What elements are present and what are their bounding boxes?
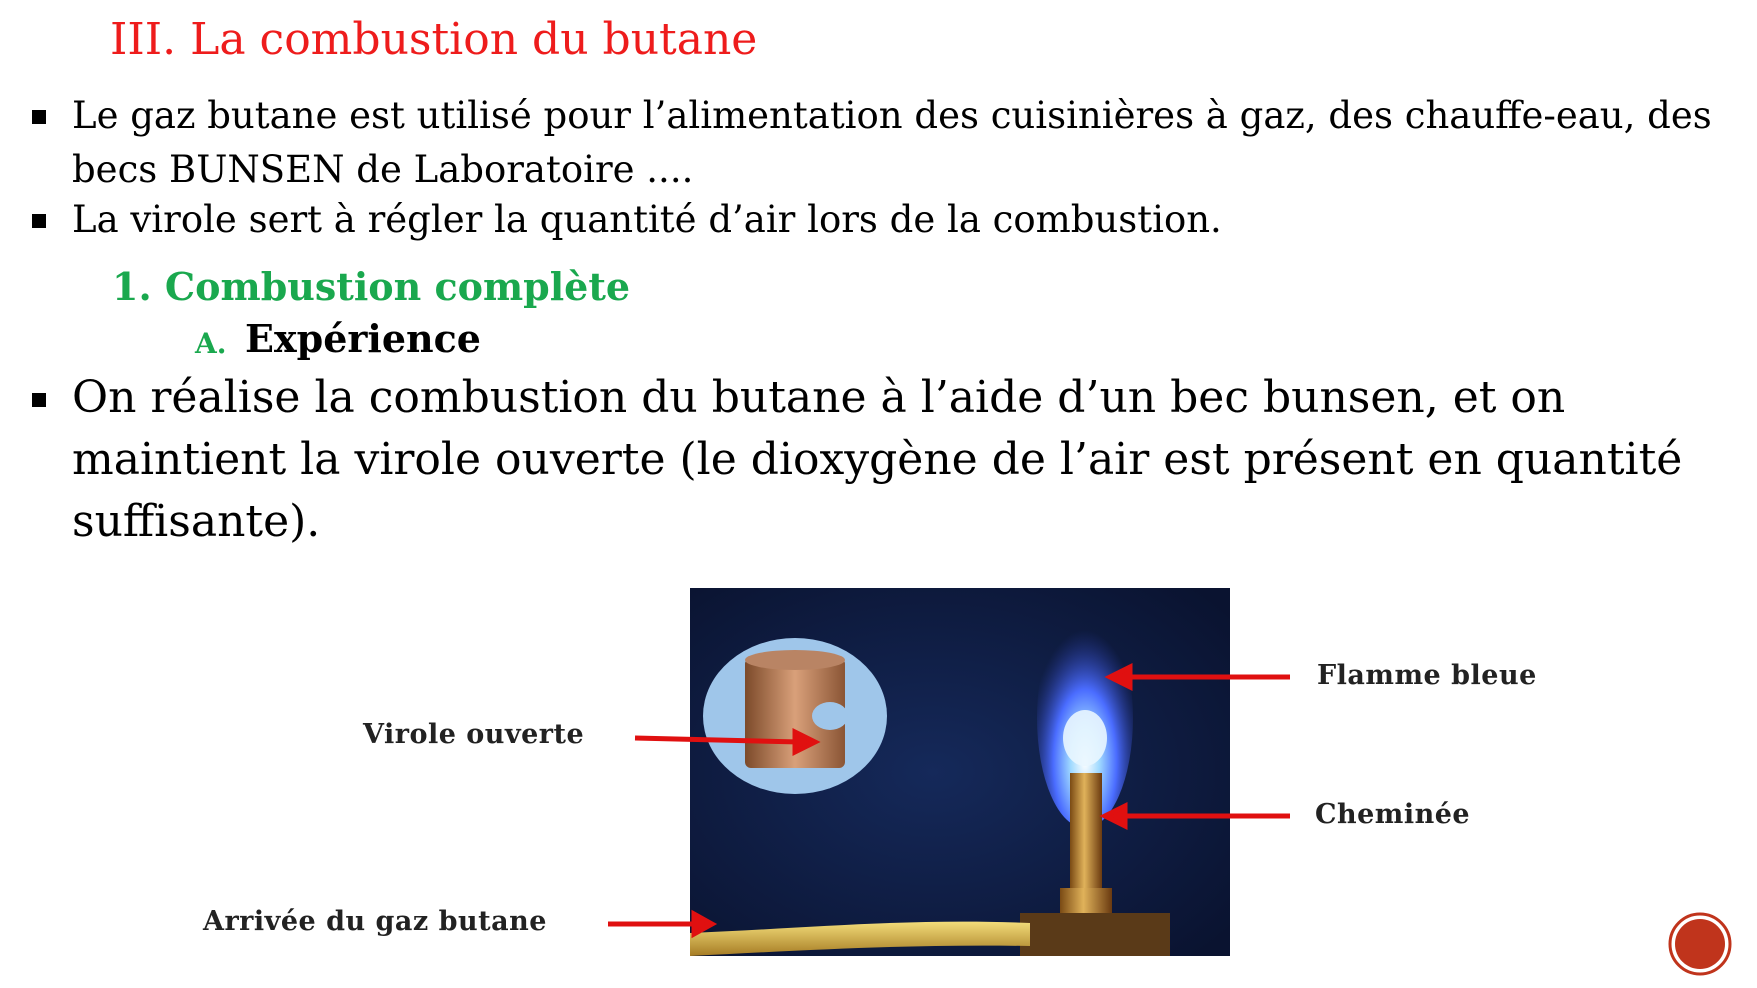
label-arrivee-gaz: Arrivée du gaz butane: [203, 906, 547, 937]
subsection-marker: A.: [195, 327, 227, 360]
label-virole-ouverte: Virole ouverte: [363, 719, 585, 750]
section-heading: 1. Combustion complète: [112, 264, 631, 309]
label-flamme-bleue: Flamme bleue: [1317, 660, 1537, 691]
experiment-line-2: maintient la virole ouverte (le dioxygène de l’air est présent en quantité: [72, 434, 1683, 485]
experiment-line-3: suffisante).: [72, 496, 321, 547]
subsection-heading: Expérience: [245, 316, 481, 361]
bullet-1-line-2: becs BUNSEN de Laboratoire ....: [72, 148, 694, 191]
experiment-line-1: On réalise la combustion du butane à l’aide d’un bec bunsen, et on: [72, 372, 1566, 423]
label-cheminee: Cheminée: [1315, 799, 1471, 830]
corner-badge-icon: [1668, 912, 1732, 976]
bullet-1-line-1: Le gaz butane est utilisé pour l’alimentation des cuisinières à gaz, des chauffe-eau, des: [72, 94, 1712, 137]
slide-title: III. La combustion du butane: [110, 14, 758, 65]
bullet-2-line-1: La virole sert à régler la quantité d’air lors de la combustion.: [72, 198, 1222, 241]
